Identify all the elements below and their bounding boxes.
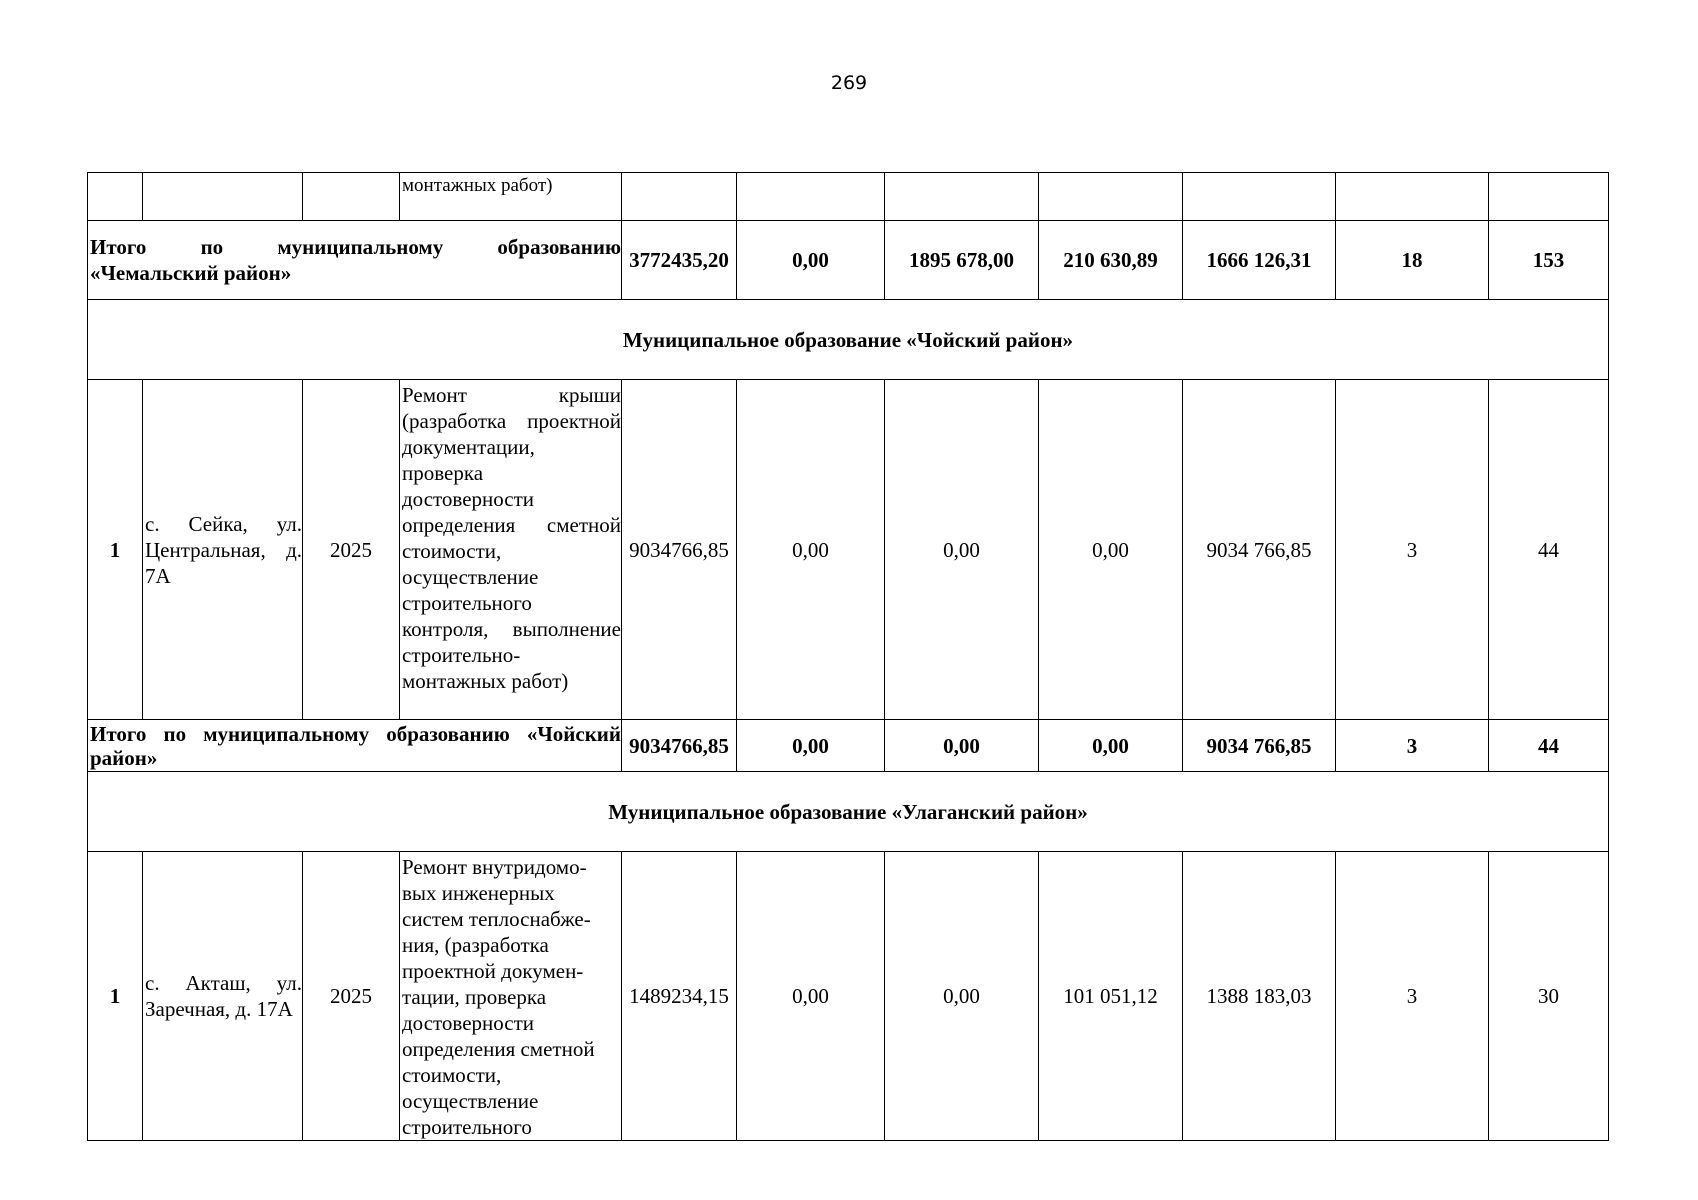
- cell-year: 2025: [303, 380, 400, 720]
- description-line: контроля, выполнение: [402, 617, 621, 641]
- cell-description: [400, 852, 622, 1141]
- section-title: Муниципальное образование «Чойский район»: [88, 300, 1609, 380]
- cell-houses: 18: [1336, 221, 1489, 300]
- total-label-line2: «Чемальский район»: [90, 261, 292, 285]
- description-line: вых инженерных: [402, 881, 555, 905]
- address-line1: с. Сейка, ул.: [145, 511, 302, 536]
- description-line: проектной докумен-: [402, 959, 584, 983]
- description-line: определения сметной: [402, 1037, 595, 1061]
- description-line: ния, (разработка: [402, 933, 549, 957]
- table-row-ulagan: [88, 852, 1609, 1141]
- total-label-line1: Итого по муниципальному образованию: [90, 235, 621, 259]
- cell-owners: 9034 766,85: [1183, 380, 1336, 720]
- cell-description-tail: монтажных работ): [400, 173, 622, 221]
- description-line: документации,: [402, 435, 535, 459]
- cell-houses: 3: [1336, 720, 1489, 772]
- description-line: проверка: [402, 461, 484, 485]
- cell-republic: 1895 678,00: [885, 221, 1039, 300]
- cell-local: 101 051,12: [1039, 852, 1183, 1141]
- cell-total-label: [88, 221, 622, 300]
- cell-empty: [1039, 173, 1183, 221]
- cell-people: 153: [1489, 221, 1609, 300]
- description-line: Ремонт внутридомо-: [402, 855, 587, 879]
- description-line: достоверности: [402, 487, 535, 511]
- total-label-line1: Итого по муниципальному образованию «Чойский: [90, 721, 621, 746]
- cell-republic: 0,00: [885, 852, 1039, 1141]
- cell-people: 44: [1489, 720, 1609, 772]
- cell-local: 0,00: [1039, 380, 1183, 720]
- cell-empty: [143, 173, 303, 221]
- cell-houses: 3: [1336, 852, 1489, 1141]
- address-line3: 7А: [145, 563, 171, 588]
- description-line: осуществление: [402, 1089, 539, 1113]
- cell-total-label: [88, 720, 622, 772]
- cell-cost: 9034766,85: [622, 720, 737, 772]
- table-row-total-choya: [88, 720, 1609, 772]
- description-line: (разработка проектной: [402, 409, 621, 433]
- cell-owners: 1666 126,31: [1183, 221, 1336, 300]
- cell-local: 210 630,89: [1039, 221, 1183, 300]
- cell-empty: [1183, 173, 1336, 221]
- table-row-choya: [88, 380, 1609, 720]
- section-title: Муниципальное образование «Улаганский район»: [88, 772, 1609, 852]
- cell-empty: [885, 173, 1039, 221]
- cell-cost: 1489234,15: [622, 852, 737, 1141]
- cell-number: 1: [88, 852, 143, 1141]
- description-line: систем теплоснабже-: [402, 907, 591, 931]
- cell-cost: 3772435,20: [622, 221, 737, 300]
- description-line: Ремонт крыши: [402, 383, 621, 407]
- cell-address: [143, 852, 303, 1141]
- cell-empty: [88, 173, 143, 221]
- cell-fund: 0,00: [737, 720, 885, 772]
- cell-address: [143, 380, 303, 720]
- cell-republic: 0,00: [885, 380, 1039, 720]
- table-row-total-chemal: [88, 221, 1609, 300]
- cell-fund: 0,00: [737, 380, 885, 720]
- cell-empty: [737, 173, 885, 221]
- cell-owners: 1388 183,03: [1183, 852, 1336, 1141]
- cell-empty: [1489, 173, 1609, 221]
- cell-number: 1: [88, 380, 143, 720]
- description-line: достоверности: [402, 1011, 535, 1035]
- cell-people: 30: [1489, 852, 1609, 1141]
- description-line: осуществление: [402, 565, 539, 589]
- description-line: строительного: [402, 591, 532, 615]
- cell-local: 0,00: [1039, 720, 1183, 772]
- table-row-section-ulagan: [88, 772, 1609, 852]
- cell-empty: [303, 173, 400, 221]
- cell-empty: [1336, 173, 1489, 221]
- cell-fund: 0,00: [737, 852, 885, 1141]
- address-line2: Заречная, д. 17А: [145, 997, 293, 1021]
- description-line: стоимости,: [402, 1063, 502, 1087]
- cell-people: 44: [1489, 380, 1609, 720]
- cell-republic: 0,00: [885, 720, 1039, 772]
- cell-empty: [622, 173, 737, 221]
- description-line: тации, проверка: [402, 985, 547, 1009]
- table-row-continuation: [88, 173, 1609, 221]
- address-line1: с. Акташ, ул.: [145, 971, 302, 995]
- capital-repair-table: [87, 172, 1609, 1141]
- description-line: стоимости,: [402, 539, 502, 563]
- cell-year: 2025: [303, 852, 400, 1141]
- cell-cost: 9034766,85: [622, 380, 737, 720]
- address-line2: Центральная, д.: [145, 537, 302, 562]
- cell-description: [400, 380, 622, 720]
- table-row-section-choya: [88, 300, 1609, 380]
- description-line: строительно-: [402, 643, 521, 667]
- total-label-line2: район»: [90, 745, 158, 770]
- cell-houses: 3: [1336, 380, 1489, 720]
- cell-fund: 0,00: [737, 221, 885, 300]
- description-line: монтажных работ): [402, 669, 569, 693]
- description-line: определения сметной: [402, 513, 621, 537]
- description-line: строительного: [402, 1115, 532, 1139]
- page-number: 269: [830, 72, 868, 94]
- cell-owners: 9034 766,85: [1183, 720, 1336, 772]
